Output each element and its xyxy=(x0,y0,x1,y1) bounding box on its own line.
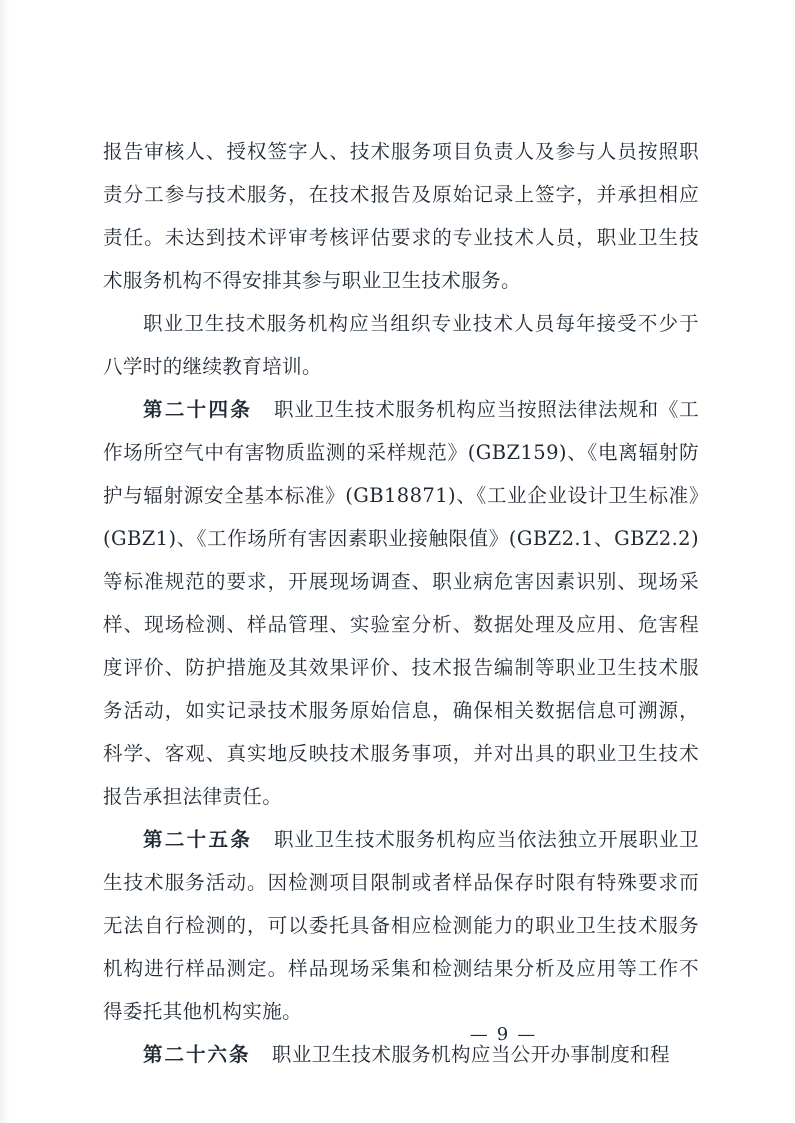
paragraph-2: 职业卫生技术服务机构应当组织专业技术人员每年接受不少于八学时的继续教育培训。 xyxy=(103,312,699,378)
article-heading-24: 第二十四条 xyxy=(142,398,253,421)
page-number-dash-right: — xyxy=(517,1024,536,1045)
paragraph-3 xyxy=(103,388,699,818)
page-number-value: 9 xyxy=(496,1024,509,1045)
article-body-26: 职业卫生技术服务机构应当公开办事制度和程 xyxy=(271,1043,670,1066)
page-number-dash-left: — xyxy=(469,1024,488,1045)
article-heading-26: 第二十六条 xyxy=(142,1043,251,1066)
paragraph-4 xyxy=(103,818,699,1033)
page-body xyxy=(103,130,699,1076)
paragraph-1: 报告审核人、授权签字人、技术服务项目负责人及参与人员按照职责分工参与技术服务，在技术报告及原始记录上签字，并承担相应责任。未达到技术评审考核评估要求的专业技术人员，职业卫生技术服务机构不得安排其参与职业卫生技术服务。 xyxy=(103,140,699,292)
page-edge-shadow xyxy=(0,0,10,1123)
article-body-24: 职业卫生技术服务机构应当按照法律法规和《工作场所空气中有害物质监测的采样规范》(GBZ159)、《电离辐射防护与辐射源安全基本标准》(GB18871)、《工业企业设计卫生标准》(GBZ1)、《工作场所有害因素职业接触限值》(GBZ2.1、GBZ2.2)等标准规范的要求，开展现场调查、职业病危害因素识别、现场采样、现场检测、样品管理、实验室分析、数据处理及应用、危害程度评价、防护措施及其效果评价、技术报告编制等职业卫生技术服务活动，如实记录技术服务原始信息，确保相关数据信息可溯源，科学、客观、真实地反映技术服务事项，并对出具的职业卫生技术报告承担法律责任。 xyxy=(103,398,699,808)
page-footer xyxy=(0,1024,795,1045)
article-body-25: 职业卫生技术服务机构应当依法独立开展职业卫生技术服务活动。因检测项目限制或者样品保存时限有特殊要求而无法自行检测的，可以委托具备相应检测能力的职业卫生技术服务机构进行样品测定。样品现场采集和检测结果分析及应用等工作不得委托其他机构实施。 xyxy=(103,828,699,1023)
article-heading-25: 第二十五条 xyxy=(142,828,253,851)
